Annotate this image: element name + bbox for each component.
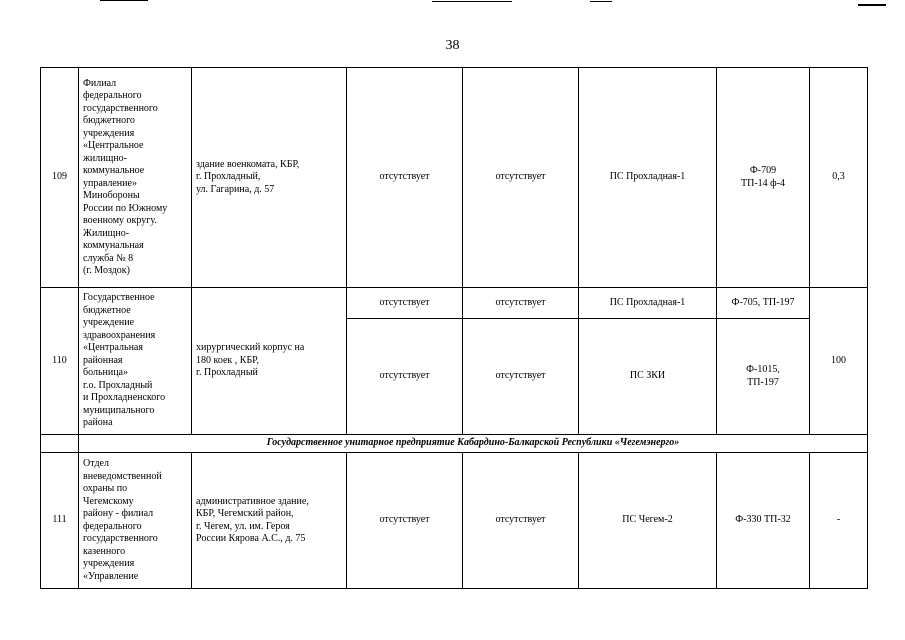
row-number: 110	[41, 288, 79, 435]
text-line: 180 коек , КБР,	[196, 354, 259, 366]
table-row-109	[41, 68, 868, 288]
scan-mark	[432, 1, 512, 2]
text-line: КБР, Чегемский район,	[196, 508, 294, 519]
row-number: 111	[41, 453, 79, 589]
text-line: России Кярова А.С., д. 75	[196, 533, 306, 544]
text-line: Чегемскому	[83, 495, 134, 507]
text-line: Минобороны	[83, 190, 140, 201]
feeder-info	[717, 319, 810, 435]
text-line: административное здание,	[196, 495, 309, 507]
text-line: (г. Моздок)	[83, 265, 130, 276]
text-line: «Центральная	[83, 342, 143, 354]
text-line: жилищно-	[83, 152, 127, 164]
text-line: федерального	[83, 520, 142, 532]
text-line: ул. Гагарина, д. 57	[196, 183, 275, 195]
text-line: Ф-330 ТП-32	[735, 514, 791, 526]
scan-mark	[858, 4, 886, 6]
cell-status-1: отсутствует	[347, 288, 463, 319]
text-line: служба № 8	[83, 252, 134, 264]
substation-name: ПС ЗКИ	[579, 319, 717, 435]
organization-name	[79, 453, 192, 589]
scan-mark	[100, 0, 148, 1]
cell-status-2: отсутствует	[463, 453, 579, 589]
cell-status-2: отсутствует	[463, 288, 579, 319]
text-line: коммунальное	[83, 165, 145, 176]
text-line: Отдел	[83, 458, 109, 469]
power-value: 100	[810, 288, 868, 435]
text-line: охраны по	[83, 483, 128, 494]
text-line: коммунальная	[83, 240, 144, 251]
scan-mark	[590, 1, 612, 2]
text-line: здравоохранения	[83, 329, 156, 341]
cell-status-1: отсутствует	[347, 453, 463, 589]
object-address	[192, 288, 347, 435]
text-line: «Центральное	[83, 140, 144, 151]
text-line: бюджетное	[83, 304, 131, 316]
text-line: г.о. Прохладный	[83, 379, 153, 391]
text-line: Филиал	[83, 77, 117, 89]
section-spacer	[41, 435, 79, 453]
cell-status-2: отсутствует	[463, 319, 579, 435]
text-line: Государственное	[83, 292, 155, 304]
text-line: району - филиал	[83, 508, 154, 519]
table-row-110	[41, 288, 868, 319]
feeder-info	[717, 453, 810, 589]
text-line: государственного	[83, 102, 158, 114]
text-line: муниципального	[83, 404, 155, 416]
organization-name	[79, 68, 192, 288]
feeder-info	[717, 288, 810, 319]
feeder-info	[717, 68, 810, 288]
object-address	[192, 453, 347, 589]
text-line: района	[83, 417, 113, 429]
text-line: и Прохладненского	[83, 392, 166, 404]
object-address	[192, 68, 347, 288]
text-line: г. Чегем, ул. им. Героя	[196, 520, 290, 532]
cell-status-1: отсутствует	[347, 319, 463, 435]
text-line: г. Прохладный	[196, 367, 258, 379]
document-table	[40, 67, 868, 589]
text-line: государственного	[83, 533, 158, 544]
cell-status-1: отсутствует	[347, 68, 463, 288]
text-line: Жилищно-	[83, 227, 130, 239]
text-line: военному округу.	[83, 215, 157, 226]
text-line: учреждения	[83, 558, 135, 569]
text-line: ТП-14 ф-4	[741, 177, 785, 189]
text-line: федерального	[83, 90, 142, 101]
substation-name: ПС Прохладная-1	[579, 68, 717, 288]
text-line: учреждение	[83, 317, 135, 329]
text-line: «Управление	[83, 570, 139, 582]
section-title: Государственное унитарное предприятие Кабардино-Балкарской Республики «Чегемэнерго»	[79, 435, 868, 453]
substation-name: ПС Чегем-2	[579, 453, 717, 589]
row-number: 109	[41, 68, 79, 288]
text-line: управление»	[83, 177, 137, 189]
section-header-row	[41, 435, 868, 453]
table-row-111	[41, 453, 868, 589]
text-line: здание военкомата, КБР,	[196, 158, 300, 170]
organization-name	[79, 288, 192, 435]
text-line: г. Прохладный,	[196, 171, 261, 183]
text-line: хирургический корпус на	[196, 342, 305, 354]
text-line: вневедомственной	[83, 470, 162, 482]
text-line: районная	[83, 354, 123, 366]
cell-status-2: отсутствует	[463, 68, 579, 288]
substation-name: ПС Прохладная-1	[579, 288, 717, 319]
text-line: Ф-709	[749, 165, 777, 176]
power-value: -	[810, 453, 868, 589]
text-line: ТП-197	[747, 376, 779, 388]
text-line: учреждения	[83, 127, 135, 139]
text-line: казенного	[83, 545, 126, 557]
text-line: России по Южному	[83, 202, 168, 214]
text-line: больница»	[83, 367, 128, 379]
text-line: Ф-1015,	[746, 364, 780, 375]
power-value: 0,3	[810, 68, 868, 288]
text-line: бюджетного	[83, 115, 135, 126]
page-number: 38	[445, 38, 460, 53]
text-line: Ф-705, ТП-197	[731, 296, 795, 308]
